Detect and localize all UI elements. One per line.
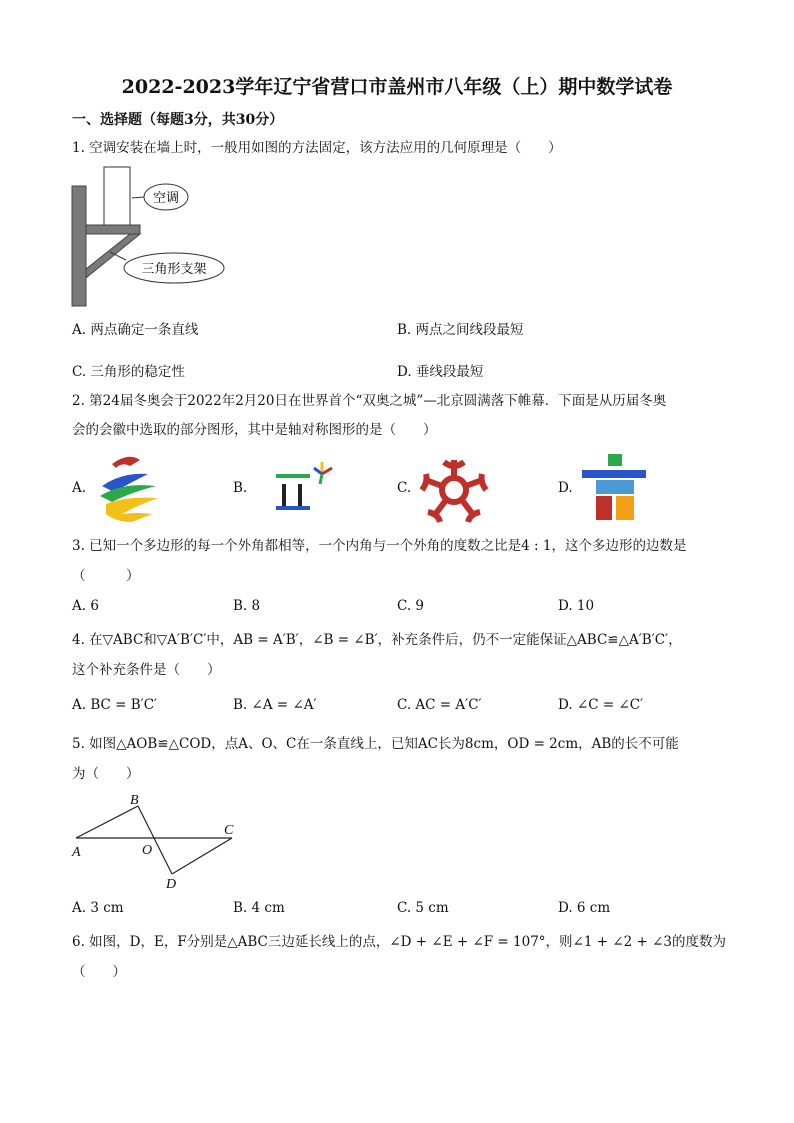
question-2-stem-line1: 2. 第24届冬奥会于2022年2月20日在世界首个“双奥之城”—北京圆满落下帷幕．下面是从历届冬奥 (72, 393, 667, 409)
q2-option-b[interactable]: B. (233, 480, 248, 496)
q3-option-b[interactable]: B. 8 (233, 598, 261, 614)
air-conditioner-shape (104, 167, 130, 225)
question-3-stem-line1: 3. 已知一个多边形的每一个外角都相等，一个内角与一个外角的度数之比是4 : 1，这个多边形的边数是 (72, 538, 687, 554)
q5-option-c[interactable]: C. 5 cm (397, 900, 449, 916)
question-5-stem-line2: 为（ ） (72, 766, 140, 782)
question-1-stem: 1. 空调安装在墙上时，一般用如图的方法固定，该方法应用的几何原理是（ ） (72, 140, 562, 156)
point-label-o: O (142, 843, 153, 858)
point-label-b: B (130, 793, 139, 808)
question-5-stem-line1: 5. 如图△AOB≌△COD，点A、O、C在一条直线上，已知AC长为8cm，OD = 2cm，AB的长不可能 (72, 736, 679, 752)
shelf-shape (86, 225, 140, 234)
q4-option-d[interactable]: D. ∠C = ∠C′ (558, 697, 644, 713)
q1-option-a[interactable]: A. 两点确定一条直线 (72, 322, 199, 338)
q3-option-a[interactable]: A. 6 (72, 598, 99, 614)
q5-option-a[interactable]: A. 3 cm (72, 900, 124, 916)
q2-option-d[interactable]: D. (558, 480, 573, 496)
q4-option-a[interactable]: A. BC = B′C′ (72, 697, 158, 713)
question-6-stem-line2: （ ） (72, 964, 126, 980)
q1-option-d[interactable]: D. 垂线段最短 (397, 364, 484, 380)
label-air-conditioner: 空调 (152, 191, 180, 206)
wall-shape (72, 186, 86, 306)
point-label-d: D (166, 877, 177, 890)
air-conditioner-figure (70, 164, 240, 310)
question-4-stem-line1: 4. 在▽ABC和▽A′B′C′中，AB = A′B′，∠B = ∠B′，补充条件后，仍不一定能保证△ABC≌△A′B′C′， (72, 632, 682, 648)
question-2-stem-line2: 会的会徽中选取的部分图形，其中是轴对称图形的是（ ） (72, 422, 437, 438)
logo-beijing-2022-icon (92, 452, 164, 524)
q4-option-b[interactable]: B. ∠A = ∠A′ (233, 697, 317, 713)
q1-option-b[interactable]: B. 两点之间线段最短 (397, 322, 524, 338)
q2-option-c[interactable]: C. (397, 480, 412, 496)
q5-option-d[interactable]: D. 6 cm (558, 900, 611, 916)
section-heading: 一、选择题（每题3分，共30分） (72, 112, 284, 128)
q3-option-d[interactable]: D. 10 (558, 598, 595, 614)
logo-snowflake-icon (418, 454, 490, 524)
paper-title: 2022-2023学年辽宁省营口市盖州市八年级（上）期中数学试卷 (121, 76, 673, 98)
point-label-a: A (72, 845, 81, 860)
question-3-stem-line2: （ ） (72, 568, 140, 584)
label-bracket: 三角形支架 (141, 262, 207, 277)
triangle-aob-cod-figure (68, 790, 248, 890)
q5-option-b[interactable]: B. 4 cm (233, 900, 285, 916)
logo-rings-icon (272, 458, 344, 518)
q2-option-a[interactable]: A. (72, 480, 87, 496)
point-label-c: C (224, 823, 234, 838)
q3-option-c[interactable]: C. 9 (397, 598, 425, 614)
question-4-stem-line2: 这个补充条件是（ ） (72, 662, 221, 678)
q1-option-c[interactable]: C. 三角形的稳定性 (72, 364, 185, 380)
q4-option-c[interactable]: C. AC = A′C′ (397, 697, 482, 713)
logo-inukshuk-icon (580, 452, 650, 524)
question-6-stem-line1: 6. 如图，D，E，F分别是△ABC三边延长线上的点，∠D + ∠E + ∠F = 107°，则∠1 + ∠2 + ∠3的度数为 (72, 934, 727, 950)
